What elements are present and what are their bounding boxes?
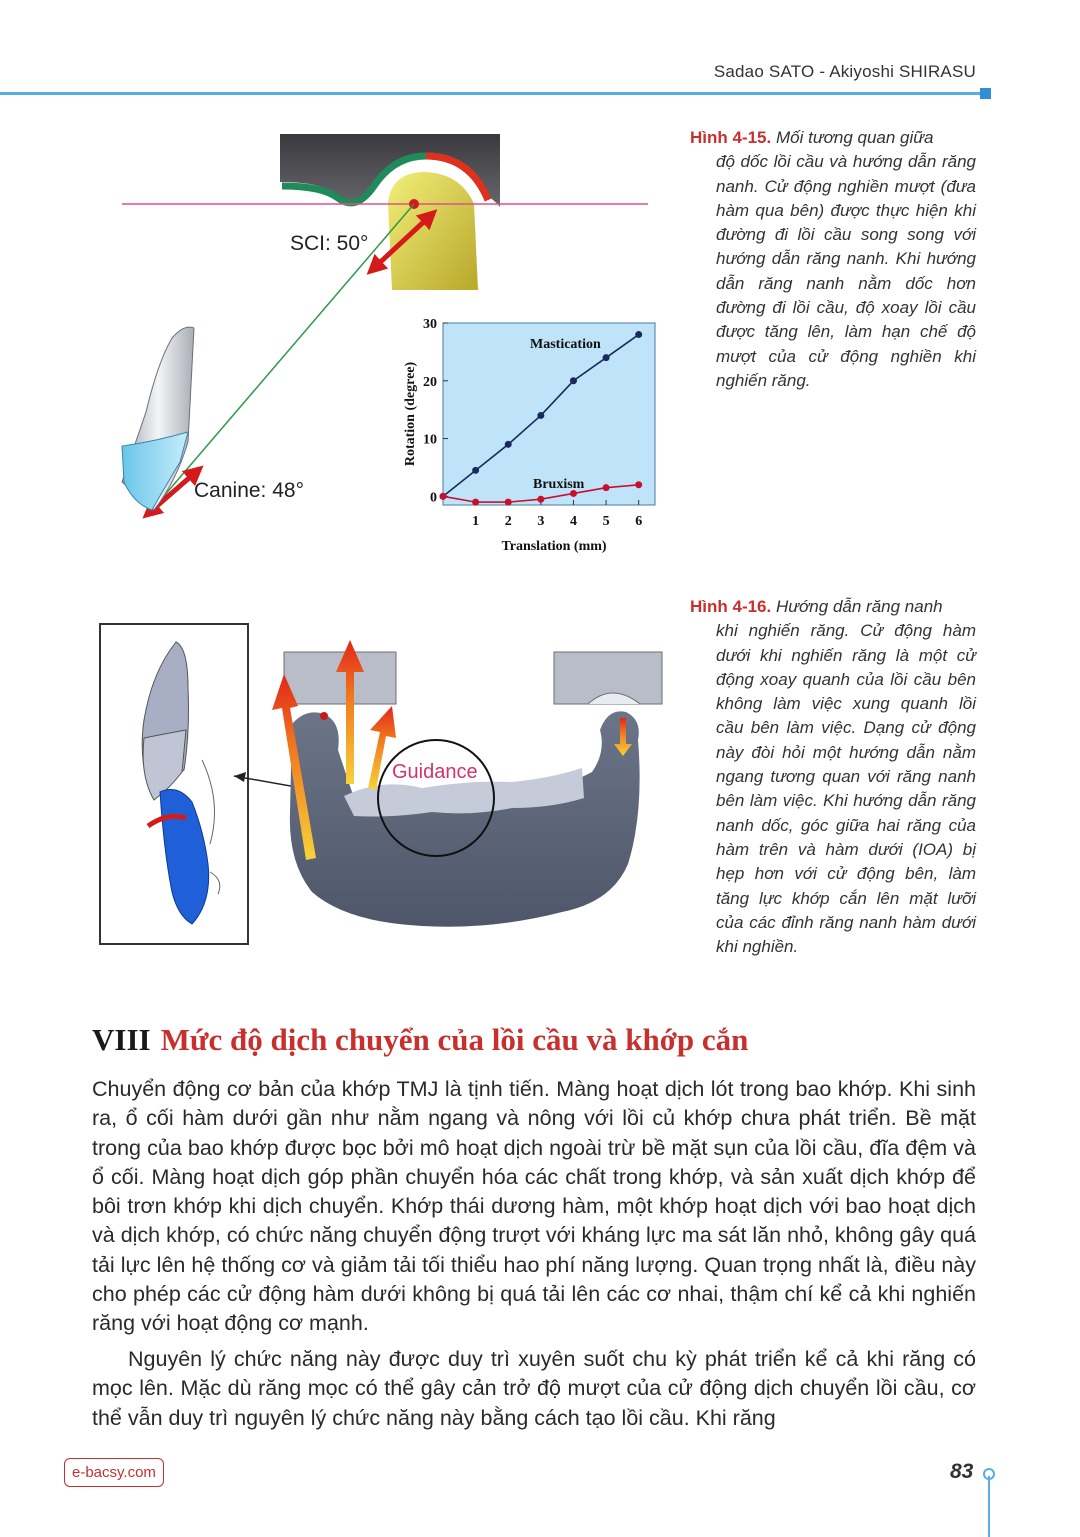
y-tick-label: 20 — [423, 374, 437, 390]
figure-4-15 — [92, 112, 672, 562]
data-point-mastication — [635, 331, 642, 338]
x-tick-label: 3 — [537, 514, 545, 529]
page-number: 83 — [950, 1460, 974, 1483]
mandible — [290, 711, 640, 926]
figure-4-16-caption-first: Hướng dẫn răng nanh — [775, 597, 943, 616]
x-tick-label: 5 — [602, 514, 610, 529]
y-tick-label: 0 — [430, 490, 437, 506]
data-point-bruxism — [472, 499, 479, 506]
x-tick-label: 6 — [635, 514, 643, 529]
chart-ylabel: Rotation (degree) — [403, 361, 418, 467]
canine-label: Canine: 48° — [194, 479, 304, 502]
section-number: VIII — [92, 1022, 151, 1057]
data-point-bruxism — [505, 499, 512, 506]
section-title: Mức độ dịch chuyển của lồi cầu và khớp cắn — [160, 1022, 749, 1057]
data-point-mastication — [472, 467, 479, 474]
figure-4-15-caption-first: Mối tương quan giữa — [775, 128, 934, 147]
sci-label: SCI: 50° — [290, 232, 369, 255]
data-point-mastication — [603, 354, 610, 361]
figure-4-16-caption — [690, 595, 976, 959]
body-paragraph-1: Chuyển động cơ bản của khớp TMJ là tịnh tiến. Màng hoạt dịch lót trong bao khớp. Khi sinh ra, ổ cối hàm dưới gần như nằm ngang và nông với lồi củ khớp chưa phát triển. Bề mặt trong của bao khớp được bọc bởi mô hoạt dịch ngoài trừ bề mặt sụn của lồi cầu, đĩa đệm và ổ cối. Màng hoạt dịch góp phần chuyển hóa các chất trong khớp, và sản xuất dịch khớp để bôi trơn khớp khi dịch chuyển. Khớp thái dương hàm, một khớp hoạt dịch với bao hoạt dịch và dịch khớp, có chức năng chuyển động trượt với kháng lực ma sát lăn nhỏ, không gây quá tải lực lên hệ thống cơ và giảm tải tối thiểu hao phí năng lượng. Quan trọng nhất là, điều này cho phép các cử động hàm dưới không bị quá tải lên các cơ nhai, thậm chí kể cả khi nghiến răng với hoạt động cơ mạnh. — [92, 1077, 976, 1336]
figure-4-16-caption-text: khi nghiến răng. Cử động hàm dưới khi nghiến răng là một cử động xoay quanh của lồi cầu bên không làm việc xung quanh lồi cầu bên làm việc. Dạng cử động này đòi hỏi một hướng dẫn nằm ngang tương quan với răng nanh bên làm việc. Khi hướng dẫn răng nanh dốc, góc giữa hai răng của hàm trên và hàm dưới (IOA) bị hẹp hơn với cử động bên, làm tăng lực khớp cắn lên mặt lưỡi của các đỉnh răng nanh hàm dưới khi nghiền. — [716, 621, 976, 957]
x-tick-label: 2 — [504, 514, 512, 529]
page-number-line — [988, 1476, 990, 1537]
figure-4-16-label: Hình 4-16. — [690, 597, 772, 616]
figure-4-15-caption-text: độ dốc lồi cầu và hướng dẫn răng nanh. Cử động nghiền mượt (đưa hàm qua bên) được thực hiện khi đường đi lồi cầu song song với hướng dẫn răng nanh. Khi hướng dẫn răng nanh nằm dốc hơn đường đi lồi cầu, độ xoay lồi cầu được tăng lên, làm hạn chế độ mượt của cử động nghiền khi nghiến răng. — [716, 152, 976, 390]
legend-mastication: Mastication — [530, 337, 601, 352]
figure-4-15-illustration — [92, 112, 672, 562]
x-tick-label: 4 — [569, 514, 577, 529]
chart-xlabel: Translation (mm) — [501, 539, 607, 554]
data-point-bruxism — [603, 484, 610, 491]
figure-4-16 — [92, 612, 672, 952]
data-point-bruxism — [440, 493, 447, 500]
y-tick-label: 30 — [423, 317, 437, 332]
data-point-mastication — [570, 377, 577, 384]
header-author: Sadao SATO - Akiyoshi SHIRASU — [713, 62, 976, 81]
data-point-bruxism — [537, 496, 544, 503]
rotation-chart — [403, 317, 655, 554]
footer-site-link[interactable]: e-bacsy.com — [64, 1458, 164, 1487]
y-tick-label: 10 — [423, 432, 437, 448]
figure-4-15-caption — [690, 126, 976, 393]
data-point-mastication — [537, 412, 544, 419]
condyle — [388, 172, 478, 290]
header-rule — [0, 92, 985, 95]
canine-crown — [122, 432, 188, 510]
left-fossa-block — [284, 652, 396, 704]
data-point-mastication — [505, 441, 512, 448]
legend-bruxism: Bruxism — [533, 477, 585, 492]
figure-4-16-illustration — [92, 612, 672, 952]
header-square — [980, 88, 991, 99]
body-paragraph-2: Nguyên lý chức năng này được duy trì xuyên suốt chu kỳ phát triển kể cả khi răng có mọc lên. Mặc dù răng mọc có thể gây cản trở độ mượt của cử động dịch chuyển lồi cầu, cơ thể vẫn duy trì nguyên lý chức năng này bằng cách tạo lồi cầu. Khi răng — [92, 1347, 976, 1430]
section-heading — [92, 1022, 748, 1058]
x-tick-label: 1 — [472, 514, 480, 529]
data-point-bruxism — [635, 481, 642, 488]
figure-4-15-label: Hình 4-15. — [690, 128, 772, 147]
guidance-label: Guidance — [392, 761, 478, 783]
